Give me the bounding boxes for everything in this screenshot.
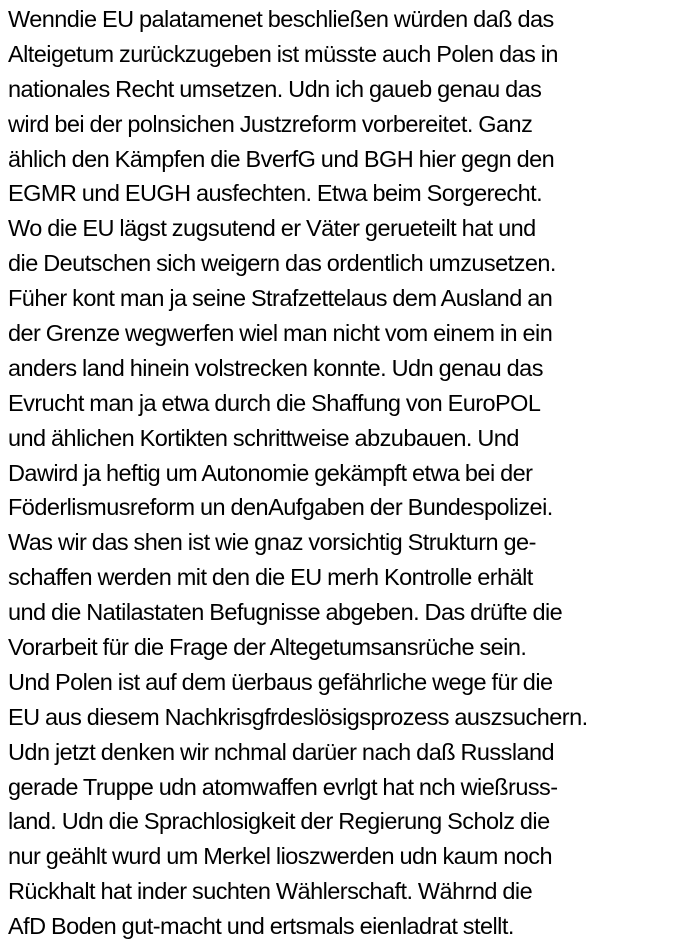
text-line: AfD Boden gut-macht und ertsmals eienladrat stellt. — [8, 913, 514, 940]
text-line: Udn jetzt denken wir nchmal darüer nach daß Russland — [8, 738, 555, 765]
text-line: Alteigetum zurückzugeben ist müsste auch Polen das in — [8, 40, 558, 67]
text-line: gerade Truppe udn atomwaffen evrlgt hat nch wießruss- — [8, 773, 558, 800]
text-line: anders land hinein volstrecken konnte. Udn genau das — [8, 354, 543, 381]
text-line: nur geählt wurd um Merkel lioszwerden udn kaum noch — [8, 843, 552, 870]
text-line: EU aus diesem Nachkrisgfrdeslösigsprozess auszsuchern. — [8, 703, 588, 730]
text-line: die Deutschen sich weigern das ordentlich umzusetzen. — [8, 250, 556, 277]
text-line: Evrucht man ja etwa durch die Shaffung von EuroPOL — [8, 389, 541, 416]
text-line: land. Udn die Sprachlosigkeit der Regierung Scholz die — [8, 808, 550, 835]
text-line: Was wir das shen ist wie gnaz vorsichtig Strukturn ge- — [8, 529, 536, 556]
text-line: Föderlismusreform un denAufgaben der Bundespolizei. — [8, 494, 553, 521]
text-line: und ählichen Kortikten schrittweise abzubauen. Und — [8, 424, 519, 451]
document-page — [8, 2, 680, 944]
text-line: Vorarbeit für die Frage der Altegetumsansrüche sein. — [8, 634, 527, 661]
text-line: wird bei der polnsichen Justzreform vorbereitet. Ganz — [8, 110, 533, 137]
text-line: ählich den Kämpfen die BverfG und BGH hier gegn den — [8, 145, 555, 172]
text-line: EGMR und EUGH ausfechten. Etwa beim Sorgerecht. — [8, 180, 543, 207]
text-line: Wenndie EU palatamenet beschließen würden daß das — [8, 6, 554, 32]
text-line: Rückhalt hat inder suchten Wählerschaft. Währnd die — [8, 878, 533, 905]
text-line: Wo die EU lägst zugsutend er Väter gerueteilt hat und — [8, 215, 536, 242]
text-line: schaffen werden mit den die EU merh Kontrolle erhält — [8, 564, 533, 591]
text-line: Dawird ja heftig um Autonomie gekämpft etwa bei der — [8, 459, 533, 486]
text-line: Füher kont man ja seine Strafzettelaus dem Ausland an — [8, 285, 553, 312]
text-line: und die Natilastaten Befugnisse abgeben. Das drüfte die — [8, 599, 563, 626]
text-line: nationales Recht umsetzen. Udn ich gaueb genau das — [8, 75, 542, 102]
text-line: Und Polen ist auf dem üerbaus gefährliche wege für die — [8, 668, 553, 695]
text-line: der Grenze wegwerfen wiel man nicht vom einem in ein — [8, 320, 553, 347]
